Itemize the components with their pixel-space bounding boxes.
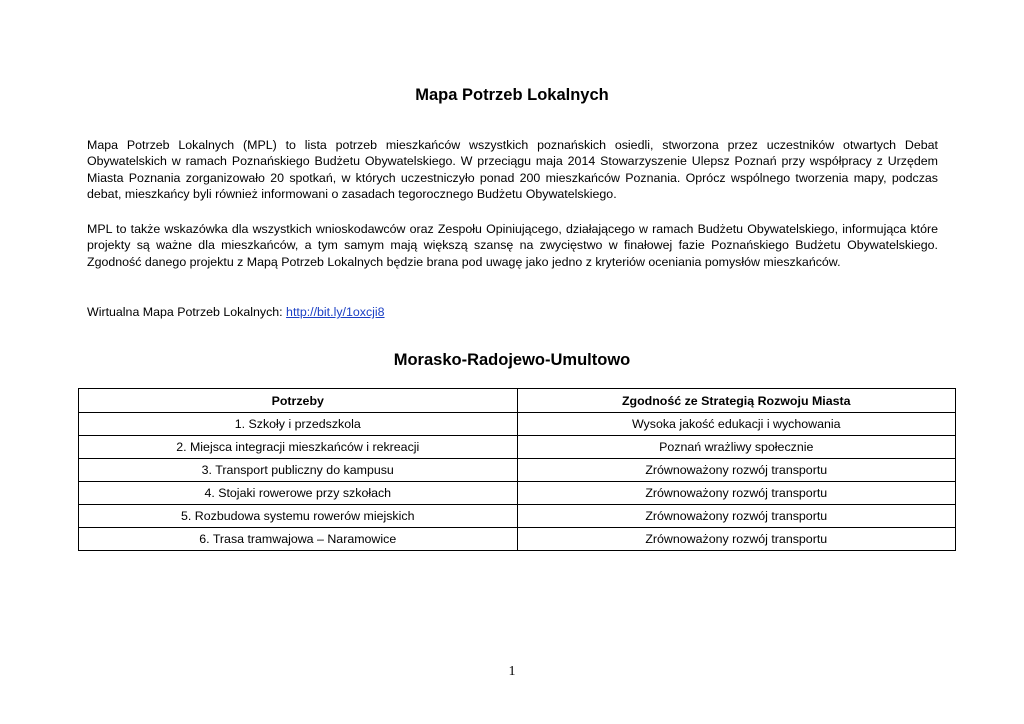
intro-paragraph: Mapa Potrzeb Lokalnych (MPL) to lista potrzeb mieszkańców wszystkich poznańskich osiedli, stworzona przez uczestników otwartych Debat Obywatelskich w ramach Poznańskiego Budżetu Obywatelskiego. W przeciągu maja 2014 Stowarzyszenie Ulepsz Poznań przy współpracy z Urzędem Miasta Poznania zorganizowało 20 spotkań, w których uczestniczyło ponad 200 mieszkańców Poznania. Oprócz wspólnego tworzenia mapy, podczas debat, mieszkańcy byli również informowani o zasadach tegorocznego Budżetu Obywatelskiego. [87,138,938,202]
need-cell: 5. Rozbudowa systemu rowerów miejskich [79,505,518,528]
virtual-map-line [87,304,938,320]
virtual-map-label: Wirtualna Mapa Potrzeb Lokalnych: [87,305,287,319]
needs-table [78,388,956,551]
header-needs: Potrzeby [79,389,518,413]
section-title: Morasko-Radojewo-Umultowo [393,351,631,369]
strategy-cell: Zrównoważony rozwój transportu [517,482,956,505]
strategy-cell: Zrównoważony rozwój transportu [517,528,956,551]
table-row [79,505,956,528]
virtual-map-link[interactable]: http://bit.ly/1oxcji8 [286,305,385,319]
table-row [79,436,956,459]
strategy-cell: Zrównoważony rozwój transportu [517,505,956,528]
header-strategy: Zgodność ze Strategią Rozwoju Miasta [517,389,956,413]
criteria-paragraph: MPL to także wskazówka dla wszystkich wnioskodawców oraz Zespołu Opiniującego, działającego w ramach Budżetu Obywatelskiego, informująca które projekty są ważne dla mieszkańców, a tym samym mają większą szansę na zwycięstwo w finałowej fazie Poznańskiego Budżetu Obywatelskiego. Zgodność danego projektu z Mapą Potrzeb Lokalnych będzie brana pod uwagę jako jedno z kryteriów oceniania pomysłów mieszkańców. [87,222,938,269]
table-row [79,482,956,505]
need-cell: 1. Szkoły i przedszkola [79,413,518,436]
need-cell: 6. Trasa tramwajowa – Naramowice [79,528,518,551]
table-row [79,413,956,436]
strategy-cell: Wysoka jakość edukacji i wychowania [517,413,956,436]
need-cell: 2. Miejsca integracji mieszkańców i rekreacji [79,436,518,459]
table-row [79,528,956,551]
strategy-cell: Poznań wrażliwy społecznie [517,436,956,459]
page-title: Mapa Potrzeb Lokalnych [415,86,609,104]
table-header-row [79,389,956,413]
page-number: 1 [508,664,516,679]
strategy-cell: Zrównoważony rozwój transportu [517,459,956,482]
table-row [79,459,956,482]
need-cell: 4. Stojaki rowerowe przy szkołach [79,482,518,505]
need-cell: 3. Transport publiczny do kampusu [79,459,518,482]
